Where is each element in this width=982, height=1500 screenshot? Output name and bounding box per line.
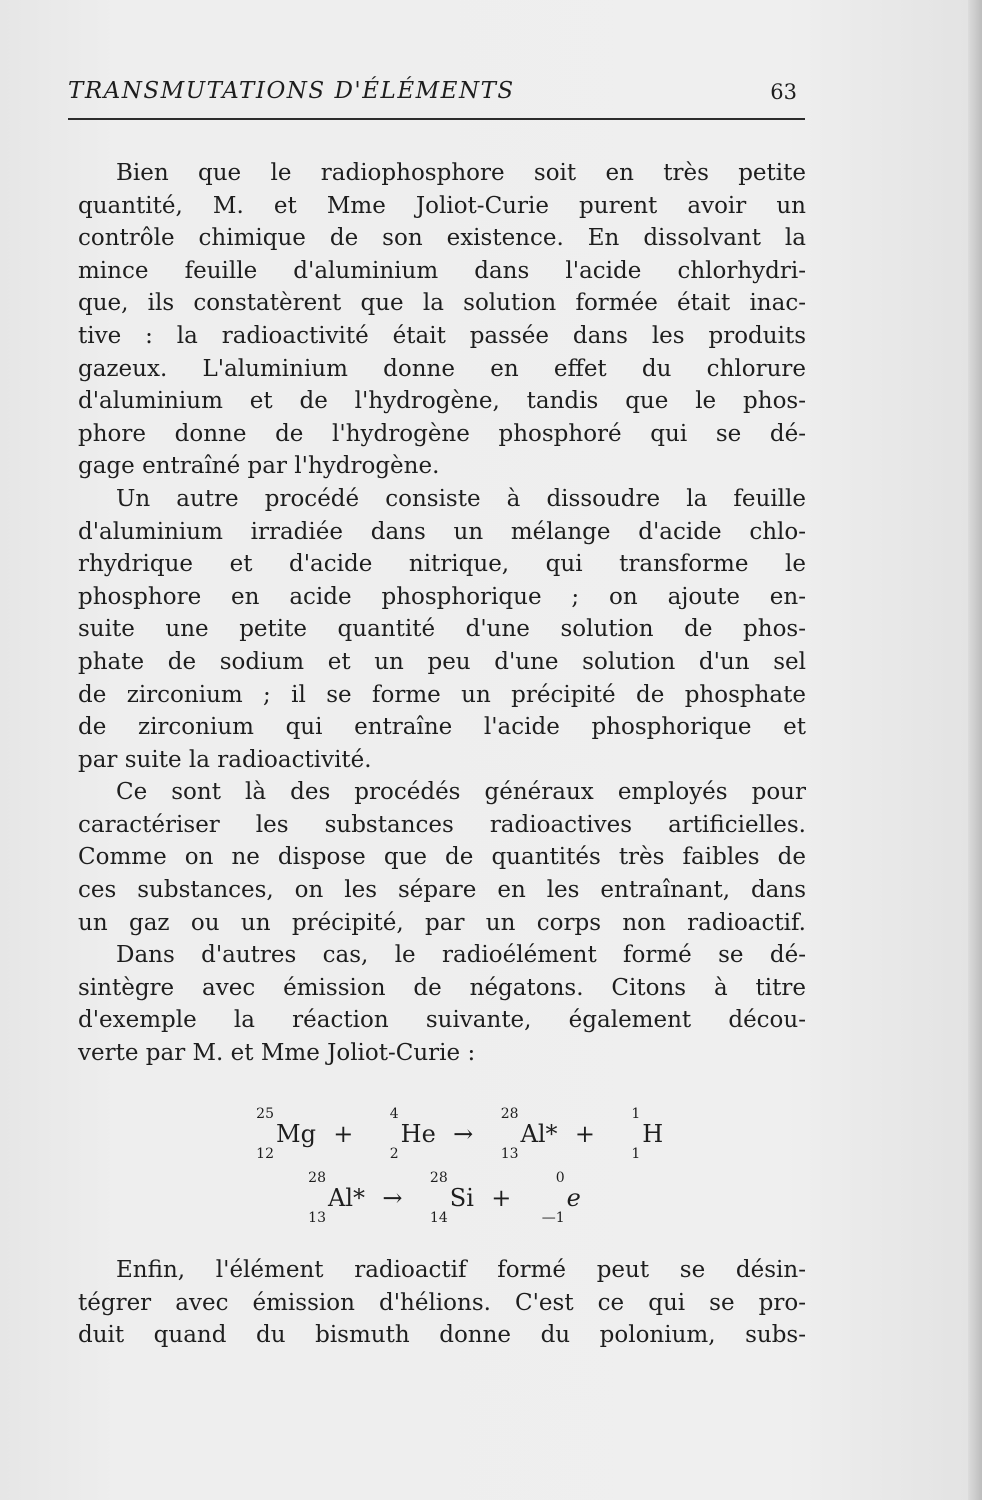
mass-number: 0 [555, 1170, 565, 1186]
atomic-number: 13 [500, 1146, 519, 1162]
text-line: quantité, M. et Mme Joliot-Curie purent avoir un [78, 192, 806, 219]
text-line: Dans d'autres cas, le radioélément formé se dé- [116, 942, 806, 969]
element-symbol: e [566, 1184, 581, 1212]
text-line: caractériser les substances radioactives artificielles. [78, 811, 806, 838]
running-header [68, 78, 805, 112]
text-line: phore donne de l'hydrogène phosphoré qui se dé- [78, 420, 806, 447]
final-paragraph [78, 1254, 806, 1352]
text-line: rhydrique et d'acide nitrique, qui transforme le [78, 551, 806, 578]
atomic-number: 13 [308, 1210, 326, 1226]
text-line: duit quand du bismuth donne du polonium, subs- [78, 1322, 806, 1349]
text-line: d'aluminium irradiée dans un mélange d'acide chlo- [78, 518, 806, 545]
mass-number: 25 [256, 1106, 274, 1122]
atomic-number: 12 [256, 1146, 274, 1162]
text-line: que, ils constatèrent que la solution formée était inac- [78, 290, 806, 317]
text-line: Ce sont là des procédés généraux employés pour [116, 779, 806, 806]
isotope-index [491, 1104, 521, 1164]
text-line: de zirconium ; il se forme un précipité de phosphate [78, 681, 806, 708]
isotope-index [420, 1168, 450, 1228]
paragraph-4 [78, 939, 806, 1069]
isotope-index [529, 1168, 567, 1228]
text-line: de zirconium qui entraîne l'acide phosphorique et [78, 714, 806, 741]
mass-number: 4 [389, 1106, 399, 1122]
element-symbol: He [400, 1120, 436, 1148]
paragraph-1 [78, 157, 806, 483]
element-symbol: Al* [328, 1184, 366, 1212]
element-symbol: Mg [276, 1120, 316, 1148]
isotope-index [246, 1104, 276, 1164]
isotope-index [371, 1104, 401, 1164]
isotope-index [612, 1104, 642, 1164]
text-line: par suite la radioactivité. [78, 746, 372, 773]
mass-number: 28 [429, 1170, 448, 1186]
atomic-number: —1 [541, 1210, 565, 1226]
mass-number: 28 [500, 1106, 519, 1122]
equation-2 [298, 1168, 581, 1228]
text-line: un gaz ou un précipité, par un corps non radioactif. [78, 909, 806, 936]
text-line: Enfin, l'élément radioactif formé peut se désin- [116, 1257, 806, 1283]
text-line: ces substances, on les sépare en les entraînant, dans [78, 877, 806, 904]
text-line: Bien que le radiophosphore soit en très petite [116, 160, 806, 186]
running-header-title: TRANSMUTATIONS D'ÉLÉMENTS [68, 78, 515, 104]
header-rule [68, 118, 805, 120]
element-symbol: Al* [520, 1120, 558, 1148]
atomic-number: 2 [389, 1146, 399, 1162]
mass-number: 1 [631, 1106, 641, 1122]
text-line: mince feuille d'aluminium dans l'acide chlorhydri- [78, 257, 806, 284]
element-symbol: Si [449, 1184, 474, 1212]
text-line: Un autre procédé consiste à dissoudre la feuille [116, 485, 806, 512]
atomic-number: 14 [429, 1210, 448, 1226]
text-line: suite une petite quantité d'une solution de phos- [78, 616, 806, 643]
element-symbol: H [642, 1120, 664, 1148]
text-line: phate de sodium et un peu d'une solution d'un sel [78, 648, 806, 675]
isotope-index [298, 1168, 328, 1228]
text-line: tive : la radioactivité était passée dans les produits [78, 322, 806, 349]
text-line: verte par M. et Mme Joliot-Curie : [78, 1040, 476, 1067]
text-line: Comme on ne dispose que de quantités très faibles de [78, 844, 806, 871]
body-text [78, 157, 806, 1070]
mass-number: 28 [308, 1170, 326, 1186]
text-line: phosphore en acide phosphorique ; on ajoute en- [78, 583, 806, 610]
page-number: 63 [770, 80, 797, 104]
operator: + [333, 1120, 354, 1148]
equation-1 [246, 1104, 663, 1164]
text-line: tégrer avec émission d'hélions. C'est ce qui se pro- [78, 1289, 806, 1316]
page-edge [968, 0, 982, 1500]
text-line: d'aluminium et de l'hydrogène, tandis que le phos- [78, 388, 806, 415]
text-line: sintègre avec émission de négatons. Citons à titre [78, 974, 806, 1001]
text-line: gage entraîné par l'hydrogène. [78, 453, 440, 480]
operator: + [574, 1120, 595, 1148]
paragraph-3 [78, 776, 806, 939]
text-line: d'exemple la réaction suivante, également décou- [78, 1007, 806, 1034]
atomic-number: 1 [631, 1146, 641, 1162]
operator: → [453, 1120, 474, 1148]
paragraph-2 [78, 483, 806, 776]
text-line: gazeux. L'aluminium donne en effet du chlorure [78, 355, 806, 382]
text-line: contrôle chimique de son existence. En dissolvant la [78, 225, 806, 252]
operator: → [382, 1184, 403, 1212]
operator: + [491, 1184, 512, 1212]
